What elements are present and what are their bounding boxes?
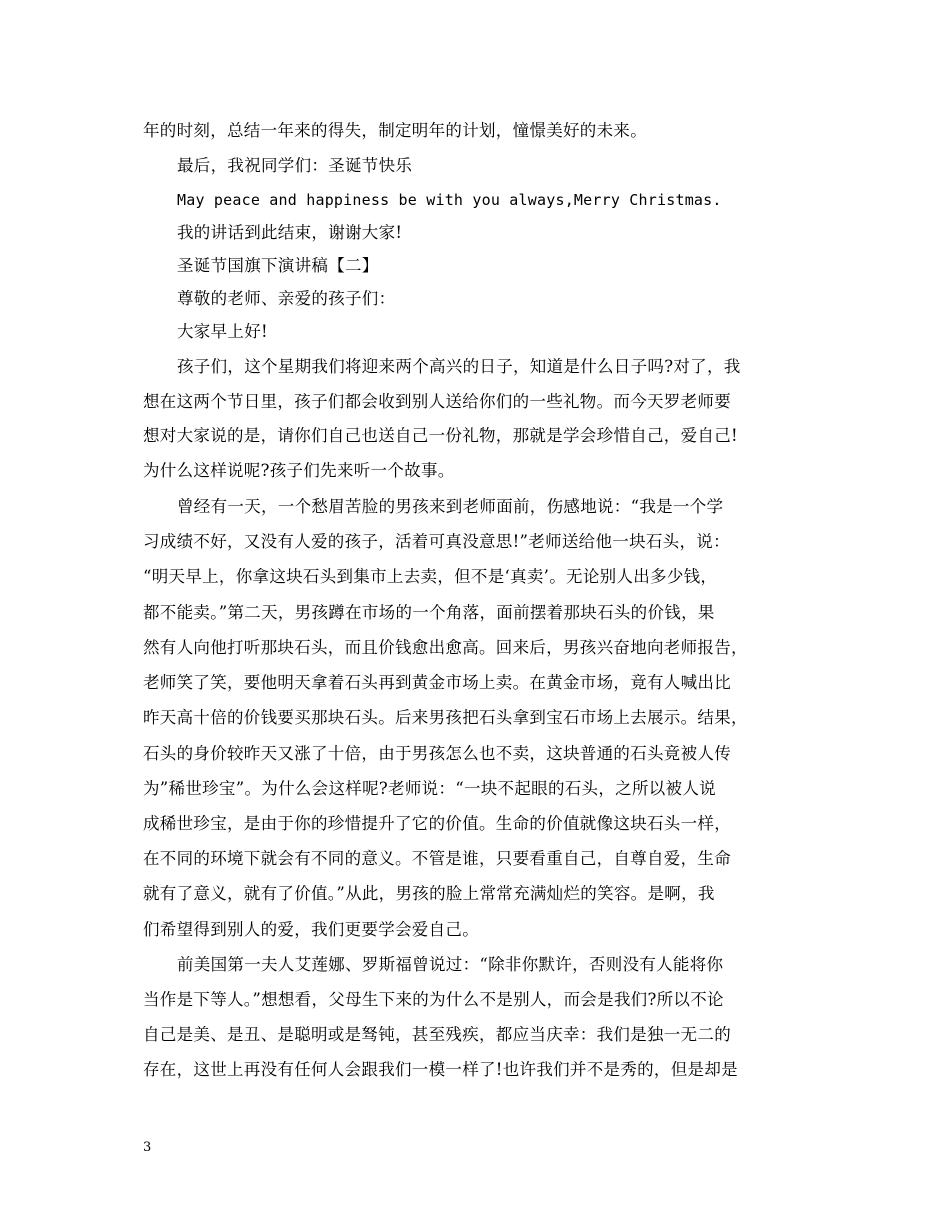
text-line: 们希望得到别人的爱，我们更要学会爱自己。 [143,920,479,939]
text-line: 成稀世珍宝，是由于你的珍惜提升了它的价值。生命的价值就像这块石头一样， [143,814,731,833]
text-line: 想对大家说的是，请你们自己也送自己一份礼物，那就是学会珍惜自己，爱自己! [143,426,738,445]
text-line: 自己是美、是丑、是聪明或是驽钝，甚至残疾，都应当庆幸：我们是独一无二的 [143,1025,731,1044]
text-line: 都不能卖。”第二天，男孩蹲在市场的一个角落，面前摆着那块石头的价钱，果 [143,603,715,622]
text-line: 想在这两个节日里，孩子们都会收到别人送给你们的一些礼物。而今天罗老师要 [143,392,731,411]
text-line: “明天早上，你拿这块石头到集市上去卖，但不是‘真卖’。无论别人出多少钱， [143,567,718,586]
text-line: 为”稀世珍宝”。为什么会这样呢?老师说：“一块不起眼的石头，之所以被人说 [143,779,716,798]
text-line: 然有人向他打听那块石头，而且价钱愈出愈高。回来后，男孩兴奋地向老师报告， [143,638,748,657]
text-line: 习成绩不好，又没有人爱的孩子，活着可真没意思!”老师送给他一块石头，说： [143,532,730,551]
text-line: 石头的身价较昨天又涨了十倍，由于男孩怎么也不卖，这块普通的石头竟被人传 [143,744,731,763]
text-line: 前美国第一夫人艾莲娜、罗斯福曾说过：“除非你默许，否则没有人能将你 [177,955,724,974]
text-line: 老师笑了笑，要他明天拿着石头再到黄金市场上卖。在黄金市场，竟有人喊出比 [143,673,731,692]
text-line: May peace and happiness be with you always,Merry Christmas. [177,191,722,209]
text-line: 尊敬的老师、亲爱的孩子们： [177,289,396,308]
text-line: 在不同的环境下就会有不同的意义。不管是谁，只要看重自己，自尊自爱，生命 [143,849,731,868]
text-line: 孩子们，这个星期我们将迎来两个高兴的日子，知道是什么日子吗?对了，我 [177,357,741,376]
text-line: 曾经有一天，一个愁眉苦脸的男孩来到老师面前，伤感地说：“我是一个学 [177,497,724,516]
text-line: 我的讲话到此结束，谢谢大家! [177,223,403,242]
text-line: 为什么这样说呢?孩子们先来听一个故事。 [143,461,455,480]
section-heading: 圣诞节国旗下演讲稿【二】 [177,256,379,275]
text-line: 存在，这世上再没有任何人会跟我们一模一样了!也许我们并不是秀的，但是却是 [143,1060,738,1079]
text-line: 就有了意义，就有了价值。”从此，男孩的脸上常常充满灿烂的笑容。是啊，我 [143,884,715,903]
text-line: 大家早上好! [177,322,268,341]
text-line: 年的时刻，总结一年来的得失，制定明年的计划，憧憬美好的未来。 [143,121,647,140]
page-number: 3 [143,1140,152,1155]
text-line: 昨天高十倍的价钱要买那块石头。后来男孩把石头拿到宝石市场上去展示。结果， [143,708,748,727]
text-line: 最后，我祝同学们：圣诞节快乐 [177,156,413,175]
text-line: 当作是下等人。”想想看，父母生下来的为什么不是别人，而会是我们?所以不论 [143,990,724,1009]
